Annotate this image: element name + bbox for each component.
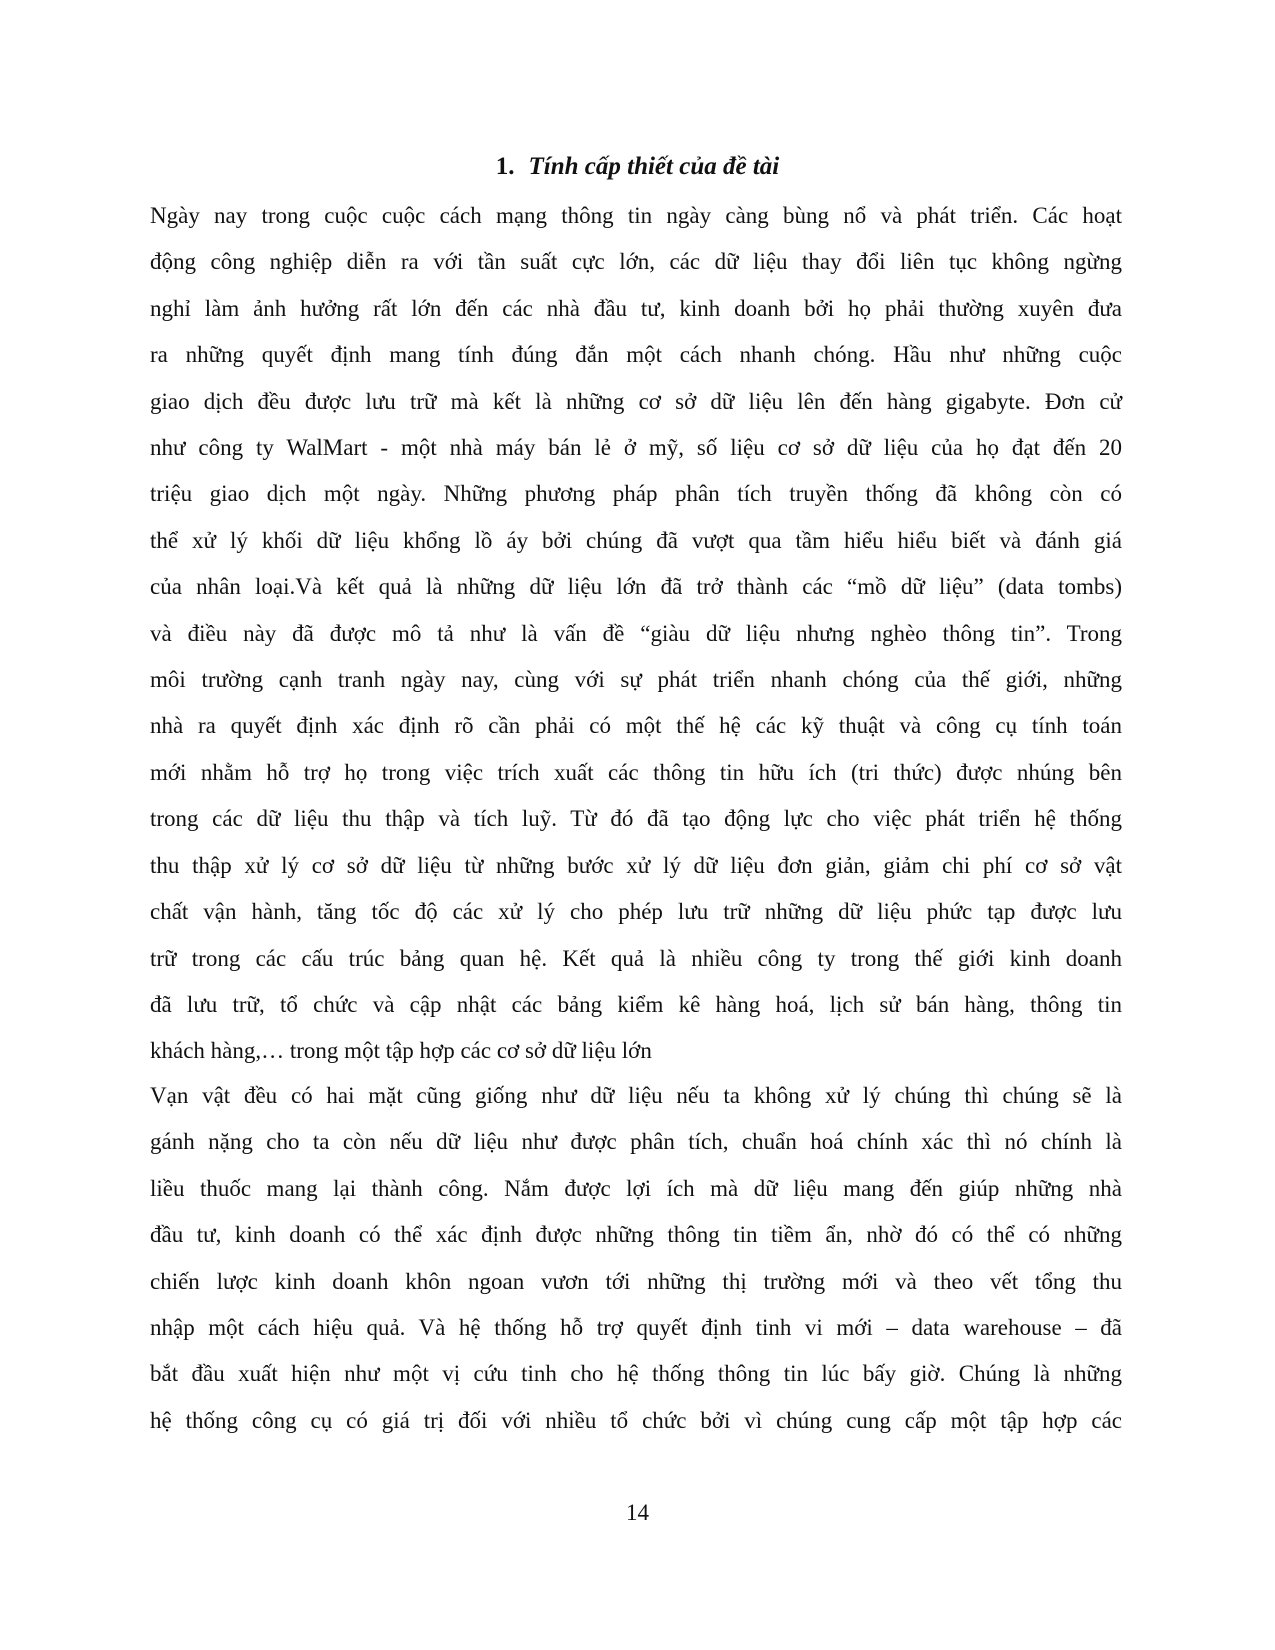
- paragraph-line: đã lưu trữ, tổ chức và cập nhật các bảng kiểm kê hàng hoá, lịch sử bán hàng, thông tin: [150, 991, 1122, 1017]
- paragraph-2: [150, 1073, 1122, 1444]
- paragraph-line: như công ty WalMart - một nhà máy bán lẻ ở mỹ, số liệu cơ sở dữ liệu của họ đạt đến 20: [150, 435, 1122, 461]
- paragraph-line: nhà ra quyết định xác định rõ cần phải có một thế hệ các kỹ thuật và công cụ tính toán: [150, 713, 1122, 739]
- paragraph-line: triệu giao dịch một ngày. Những phương pháp phân tích truyền thống đã không còn có: [150, 481, 1122, 507]
- paragraph-line: đầu tư, kinh doanh có thể xác định được những thông tin tiềm ẩn, nhờ đó có thể có những: [150, 1222, 1122, 1248]
- paragraph-line: động công nghiệp diễn ra với tần suất cực lớn, các dữ liệu thay đổi liên tục không ngừng: [150, 249, 1122, 275]
- section-heading: [150, 150, 1125, 184]
- section-title: Tính cấp thiết của đề tài: [528, 153, 780, 180]
- paragraph-1: [150, 193, 1122, 1075]
- page-number: 14: [626, 1500, 649, 1525]
- paragraph-line: Ngày nay trong cuộc cuộc cách mạng thông tin ngày càng bùng nổ và phát triển. Các hoạt: [150, 203, 1122, 228]
- paragraph-line: mới nhằm hỗ trợ họ trong việc trích xuất các thông tin hữu ích (tri thức) được nhúng bên: [150, 759, 1122, 785]
- paragraph-line: của nhân loại.Và kết quả là những dữ liệu lớn đã trở thành các “mồ dữ liệu” (data tombs): [150, 574, 1122, 600]
- paragraph-line: chất vận hành, tăng tốc độ các xử lý cho phép lưu trữ những dữ liệu phức tạp được lưu: [150, 899, 1122, 925]
- paragraph-line: nghỉ làm ảnh hưởng rất lớn đến các nhà đầu tư, kinh doanh bởi họ phải thường xuyên đưa: [150, 295, 1122, 321]
- paragraph-line: môi trường cạnh tranh ngày nay, cùng với sự phát triển nhanh chóng của thế giới, những: [150, 667, 1122, 693]
- paragraph-line: Vạn vật đều có hai mặt cũng giống như dữ liệu nếu ta không xử lý chúng thì chúng sẽ là: [150, 1083, 1122, 1108]
- paragraph-line: thu thập xử lý cơ sở dữ liệu từ những bước xử lý dữ liệu đơn giản, giảm chi phí cơ sở vật: [150, 852, 1122, 878]
- paragraph-line: hệ thống công cụ có giá trị đối với nhiều tổ chức bởi vì chúng cung cấp một tập hợp các: [150, 1407, 1122, 1433]
- paragraph-line: và điều này đã được mô tả như là vấn đề “giàu dữ liệu nhưng nghèo thông tin”. Trong: [150, 620, 1122, 646]
- paragraph-line: chiến lược kinh doanh khôn ngoan vươn tới những thị trường mới và theo vết tổng thu: [150, 1268, 1122, 1294]
- paragraph-line: khách hàng,… trong một tập hợp các cơ sở dữ liệu lớn: [150, 1038, 652, 1064]
- paragraph-line: gánh nặng cho ta còn nếu dữ liệu như được phân tích, chuẩn hoá chính xác thì nó chính là: [150, 1129, 1122, 1155]
- paragraph-line: bắt đầu xuất hiện như một vị cứu tinh cho hệ thống thông tin lúc bấy giờ. Chúng là những: [150, 1361, 1122, 1387]
- paragraph-line: liều thuốc mang lại thành công. Nắm được lợi ích mà dữ liệu mang đến giúp những nhà: [150, 1175, 1122, 1201]
- paragraph-line: ra những quyết định mang tính đúng đắn một cách nhanh chóng. Hầu như những cuộc: [150, 342, 1122, 368]
- paragraph-line: trữ trong các cấu trúc bảng quan hệ. Kết quả là nhiều công ty trong thế giới kinh doanh: [150, 945, 1122, 971]
- paragraph-line: thể xử lý khối dữ liệu khổng lồ áy bởi chúng đã vượt qua tầm hiểu hiểu biết và đánh giá: [150, 527, 1122, 553]
- paragraph-line: giao dịch đều được lưu trữ mà kết là những cơ sở dữ liệu lên đến hàng gigabyte. Đơn cử: [150, 388, 1122, 414]
- paragraph-line: nhập một cách hiệu quả. Và hệ thống hỗ trợ quyết định tinh vi mới – data warehouse – đã: [150, 1315, 1122, 1341]
- section-number: 1.: [495, 153, 515, 180]
- paragraph-line: trong các dữ liệu thu thập và tích luỹ. Từ đó đã tạo động lực cho việc phát triển hệ thống: [150, 806, 1122, 832]
